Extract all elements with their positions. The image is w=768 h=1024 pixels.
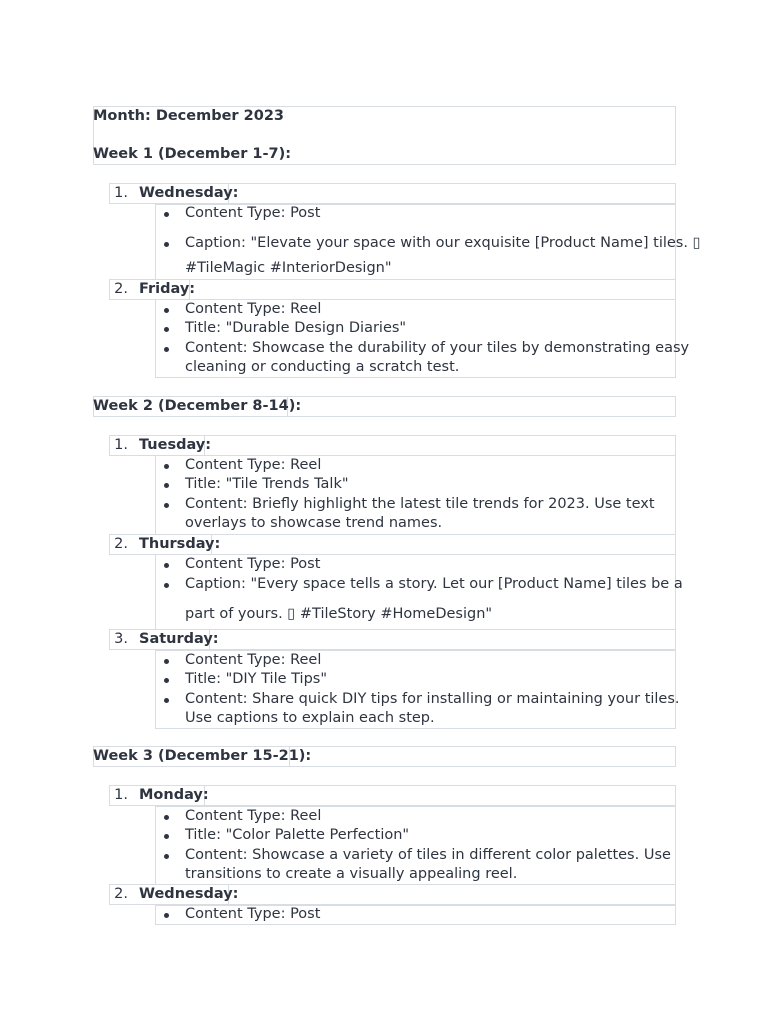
- bullet-icon: [164, 464, 169, 469]
- day-label: Wednesday:: [139, 185, 239, 201]
- bullet-icon: [164, 659, 169, 664]
- list-item-continuation: part of yours. ▯ #TileStory #HomeDesign": [185, 606, 493, 622]
- list-item: Content: Showcase the durability of your tiles by demonstrating easy: [185, 340, 690, 356]
- list-number: 1.: [114, 185, 128, 201]
- list-number: 2.: [114, 886, 128, 902]
- list-item: Caption: "Every space tells a story. Let our [Product Name] tiles be a: [185, 576, 683, 592]
- list-item: Caption: "Elevate your space with our exquisite [Product Name] tiles. ▯: [185, 235, 701, 251]
- day-label: Friday:: [139, 281, 196, 297]
- list-item: Content Type: Reel: [185, 457, 322, 473]
- list-number: 1.: [114, 787, 128, 803]
- bullet-icon: [164, 854, 169, 859]
- day-label: Saturday:: [139, 631, 219, 647]
- week-2-heading: Week 2 (December 8-14):: [93, 398, 302, 414]
- bullet-icon: [164, 212, 169, 217]
- bullet-icon: [164, 503, 169, 508]
- list-item: Content Type: Reel: [185, 301, 322, 317]
- list-item: Content Type: Reel: [185, 808, 322, 824]
- week-3-heading: Week 3 (December 15-21):: [93, 748, 312, 764]
- list-item-continuation: Use captions to explain each step.: [185, 710, 435, 726]
- bullet-icon: [164, 483, 169, 488]
- bullet-icon: [164, 242, 169, 247]
- week-1-heading: Week 1 (December 1-7):: [93, 146, 292, 162]
- day-label: Monday:: [139, 787, 209, 803]
- list-item: Title: "DIY Tile Tips": [185, 671, 328, 687]
- list-item-continuation: cleaning or conducting a scratch test.: [185, 359, 460, 375]
- list-item: Title: "Durable Design Diaries": [185, 320, 407, 336]
- month-heading: Month: December 2023: [93, 108, 284, 124]
- list-item: Content Type: Reel: [185, 652, 322, 668]
- list-item: Content Type: Post: [185, 556, 321, 572]
- day-label: Tuesday:: [139, 437, 212, 453]
- bullet-icon: [164, 347, 169, 352]
- bullet-icon: [164, 308, 169, 313]
- list-item: Content: Showcase a variety of tiles in different color palettes. Use: [185, 847, 671, 863]
- bullet-icon: [164, 327, 169, 332]
- day-label: Wednesday:: [139, 886, 239, 902]
- list-item: Content Type: Post: [185, 906, 321, 922]
- bullet-icon: [164, 698, 169, 703]
- list-item: Content Type: Post: [185, 205, 321, 221]
- bullet-icon: [164, 815, 169, 820]
- day-label: Thursday:: [139, 536, 221, 552]
- list-item-continuation: #TileMagic #InteriorDesign": [185, 260, 392, 276]
- bullet-icon: [164, 913, 169, 918]
- list-item-continuation: transitions to create a visually appealing reel.: [185, 866, 518, 882]
- bullet-icon: [164, 563, 169, 568]
- list-item: Title: "Tile Trends Talk": [185, 476, 349, 492]
- list-item: Content: Briefly highlight the latest tile trends for 2023. Use text: [185, 496, 655, 512]
- list-item: Content: Share quick DIY tips for installing or maintaining your tiles.: [185, 691, 680, 707]
- list-number: 2.: [114, 536, 128, 552]
- list-number: 1.: [114, 437, 128, 453]
- list-number: 2.: [114, 281, 128, 297]
- list-item-continuation: overlays to showcase trend names.: [185, 515, 443, 531]
- bullet-icon: [164, 834, 169, 839]
- list-number: 3.: [114, 631, 128, 647]
- bullet-icon: [164, 583, 169, 588]
- bullet-icon: [164, 678, 169, 683]
- list-item: Title: "Color Palette Perfection": [185, 827, 410, 843]
